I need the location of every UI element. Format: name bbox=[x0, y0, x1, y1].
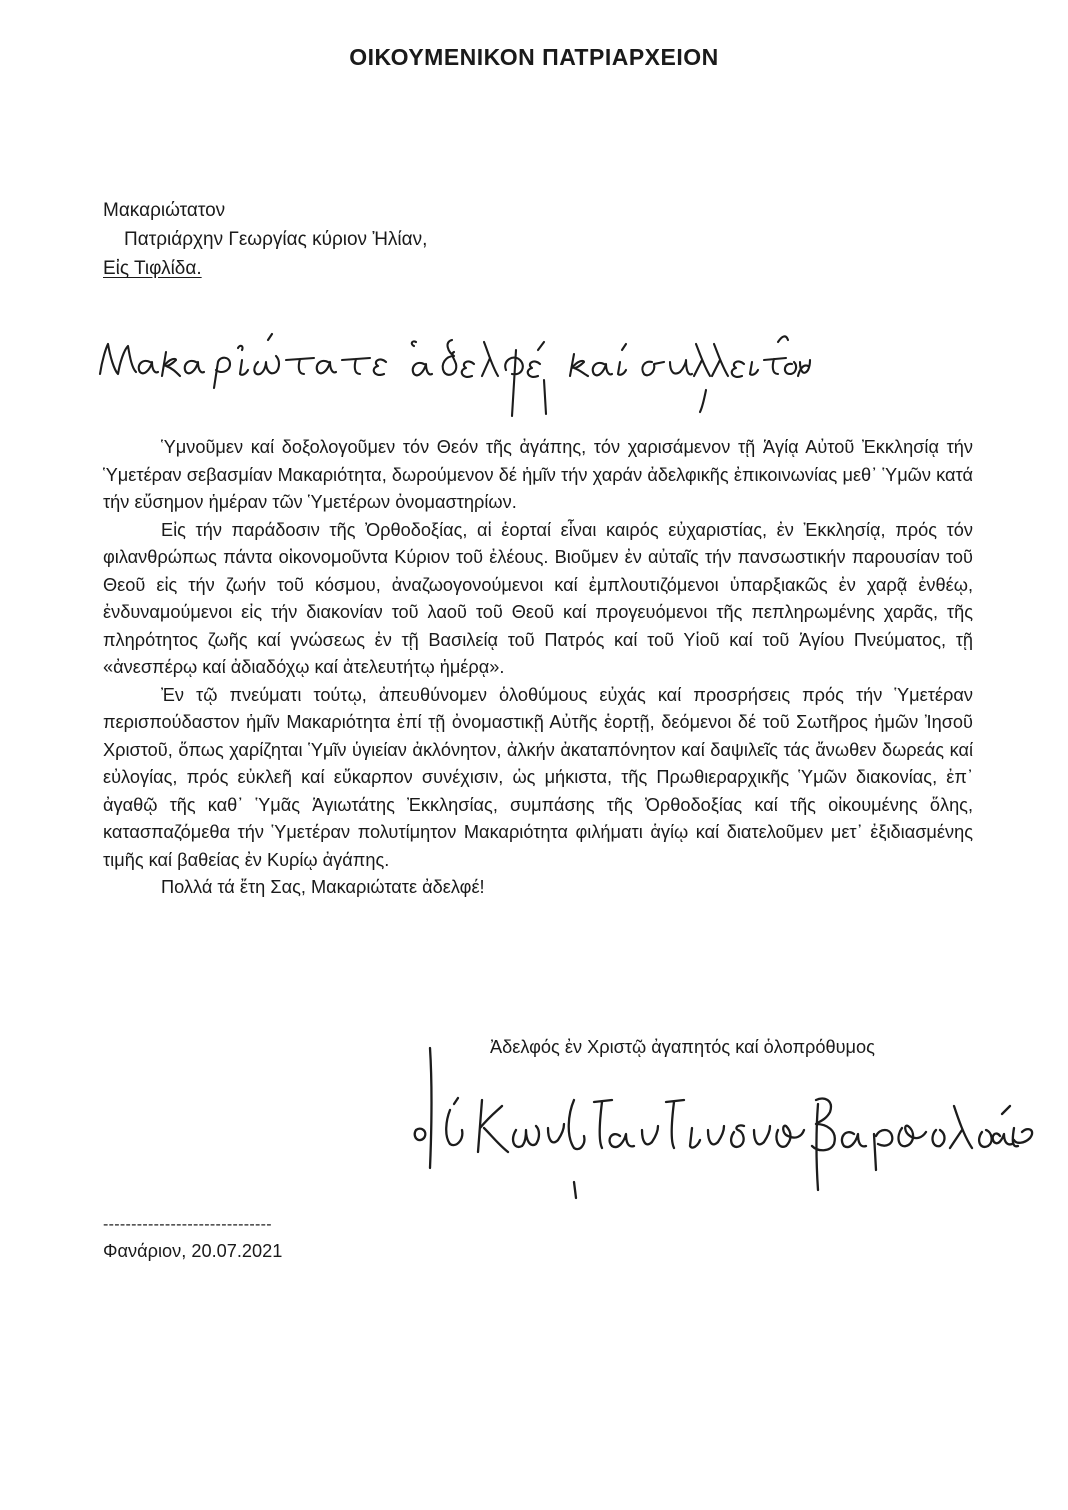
handwritten-salutation bbox=[92, 312, 812, 422]
body-paragraph-1: Ὑμνοῦμεν καί δοξολογοῦμεν τόν Θεόν τῆς ἀγάπης, τόν χαρισάμενον τῇ Ἁγίᾳ Αὐτοῦ Ἐκκλησίᾳ τήν Ὑμετέραν σεβασμίαν Μακαριότητα, δωρούμενον δέ ἡμῖν τήν χαράν ἀδελφικῆς ἐπικοινωνίας μεθ᾽ Ὑμῶν κατά τήν εὔσημον ἡμέραν τῶν Ὑμετέρων ὀνομαστηρίων. bbox=[103, 437, 973, 512]
addressee-line-2: Πατριάρχην Γεωργίας κύριον Ἠλίαν, bbox=[124, 229, 428, 250]
addressee-city: Εἰς Τιφλίδα. bbox=[103, 258, 202, 279]
body-paragraph-4: Πολλά τά ἔτη Σας, Μακαριώτατε ἀδελφέ! bbox=[161, 877, 485, 897]
handwritten-signature bbox=[398, 1040, 1038, 1210]
body-paragraph-2: Εἰς τήν παράδοσιν τῆς Ὀρθοδοξίας, αἱ ἑορταί εἶναι καιρός εὐχαριστίας, ἐν Ἐκκλησίᾳ, πρός τόν φιλανθρώπως πάντα οἰκονομοῦντα Κύριον τοῦ ἐλέους. Βιοῦμεν ἐν αὐταῖς τήν πανσωστικήν παρουσίαν τοῦ Θεοῦ εἰς τήν ζωήν τοῦ κόσμου, ἀναζωογονούμενοι καί ἐμπλουτιζόμενοι ὑπαρξιακῶς ἐν χαρᾷ ἐνθέῳ, ἐνδυναμούμενοι εἰς τήν διακονίαν τοῦ λαοῦ τοῦ Θεοῦ καί προγευόμενοι τῆς πεπληρωμένης χαρᾶς, τῆς πληρότητος ζωῆς καί γνώσεως ἐν τῇ Βασιλείᾳ τοῦ Πατρός καί τοῦ Υἱοῦ καί τοῦ Ἁγίου Πνεύματος, τῇ «ἀνεσπέρῳ καί ἀδιαδόχῳ καί ἀτελευτήτῳ ἡμέρᾳ». bbox=[103, 519, 973, 677]
letter-body bbox=[103, 434, 973, 902]
signature-dash-rule: ------------------------------ bbox=[103, 1216, 272, 1233]
closing-line: Ἀδελφός ἐν Χριστῷ ἀγαπητός καί ὁλοπρόθυμος bbox=[490, 1037, 875, 1057]
addressee-block bbox=[103, 196, 427, 283]
body-paragraph-3: Ἐν τῷ πνεύματι τούτῳ, ἀπευθύνομεν ὁλοθύμους εὐχάς καί προσρήσεις πρός τήν Ὑμετέραν περισπούδαστον ἡμῖν Μακαριότητα ἐπί τῇ ὀνομαστικῇ Αὐτῆς ἑορτῇ, δεόμενοι δέ τοῦ Σωτῆρος ἡμῶν Ἰησοῦ Χριστοῦ, ὅπως χαρίζηται Ὑμῖν ὑγιείαν ἀκλόνητον, ἀλκήν ἀκαταπόνητον καί δαψιλεῖς τάς ἄνωθεν δωρεάς καί εὐλογίας, πρός εὐκλεῆ καί εὔκαρπον συνέχισιν, ὡς μήκιστα, τῆς Πρωθιεραρχικῆς Ὑμῶν διακονίας, ἐπ᾽ ἀγαθῷ τῆς καθ᾽ Ὑμᾶς Ἁγιωτάτης Ἐκκλησίας, συμπάσης τῆς Ὀρθοδοξίας καί τῆς οἰκουμένης ὅλης, κατασπαζόμεθα τήν Ὑμετέραν πολυτίμητον Μακαριότητα φιλήματι ἁγίῳ καί διατελοῦμεν μετ᾽ ἐξιδιασμένης τιμῆς καί βαθείας ἐν Κυρίῳ ἀγάπης. bbox=[103, 684, 973, 870]
place-and-date: Φανάριον, 20.07.2021 bbox=[103, 1241, 283, 1261]
addressee-line-3 bbox=[103, 254, 427, 283]
addressee-line-1: Μακαριώτατον bbox=[103, 200, 226, 221]
letterhead-title: ΟΙΚΟΥΜΕΝΙΚΟΝ ΠΑΤΡΙΑΡΧΕΙΟΝ bbox=[349, 44, 719, 70]
